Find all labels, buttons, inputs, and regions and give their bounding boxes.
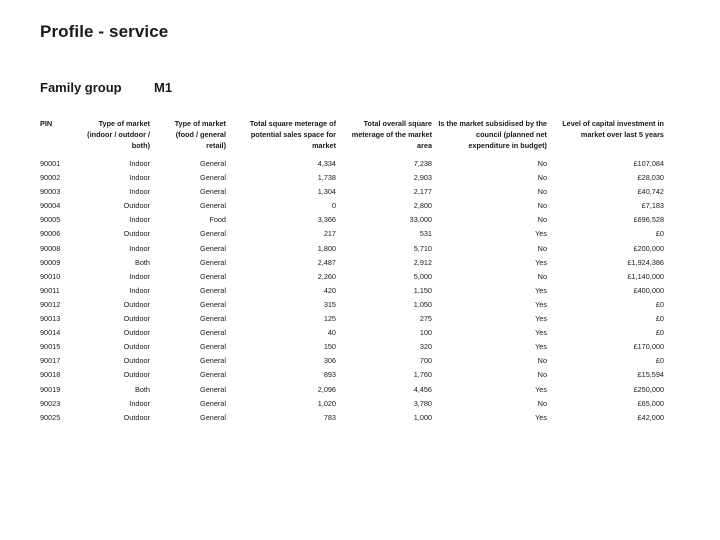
column-header-pin: PIN <box>40 119 53 128</box>
sales-space-cell: 1,800 <box>317 243 336 253</box>
table-row <box>38 256 668 270</box>
subsidised-cell: Yes <box>535 342 547 352</box>
overall-area-cell: 5,000 <box>413 271 432 281</box>
pin-cell: 90003 <box>40 187 61 197</box>
sales-space-cell: 217 <box>323 229 336 239</box>
capital-investment-cell: £42,000 <box>637 412 664 422</box>
overall-area-cell: 320 <box>419 342 432 352</box>
column-header-subsidised: Is the market subsidised by the council (planned net expenditure in budget) <box>438 119 547 150</box>
table-row <box>38 227 668 241</box>
sales-space-cell: 1,020 <box>317 398 336 408</box>
market-type-cell: General <box>200 412 226 422</box>
sales-space-cell: 0 <box>331 201 336 211</box>
overall-area-cell: 2,912 <box>413 257 432 267</box>
capital-investment-cell: £0 <box>655 314 664 324</box>
sales-space-cell: 2,487 <box>317 257 336 267</box>
subsidised-cell: No <box>537 201 547 211</box>
market-location-cell: Outdoor <box>123 201 150 211</box>
market-location-cell: Outdoor <box>123 370 150 380</box>
market-type-cell: General <box>200 299 226 309</box>
table-row <box>38 312 668 326</box>
market-location-cell: Outdoor <box>123 356 150 366</box>
subsidised-cell: No <box>537 356 547 366</box>
overall-area-cell: 275 <box>419 314 432 324</box>
sales-space-cell: 420 <box>323 285 336 295</box>
market-type-cell: General <box>200 229 226 239</box>
market-location-cell: Outdoor <box>123 299 150 309</box>
market-type-cell: General <box>200 384 226 394</box>
market-type-cell: General <box>200 342 226 352</box>
sales-space-cell: 1,304 <box>317 187 336 197</box>
market-location-cell: Outdoor <box>123 328 150 338</box>
capital-investment-cell: £400,000 <box>633 285 664 295</box>
market-type-cell: General <box>200 285 226 295</box>
subsidised-cell: No <box>537 173 547 183</box>
pin-cell: 90008 <box>40 243 61 253</box>
market-type-cell: General <box>200 243 226 253</box>
market-location-cell: Outdoor <box>123 342 150 352</box>
market-location-cell: Indoor <box>129 173 150 183</box>
table-row <box>38 340 668 354</box>
pin-cell: 90001 <box>40 159 61 168</box>
column-header-market-location: Type of market (indoor / outdoor / both) <box>87 119 150 150</box>
market-location-cell: Indoor <box>129 187 150 197</box>
market-location-cell: Both <box>134 257 150 267</box>
overall-area-cell: 33,000 <box>409 215 432 225</box>
subsidised-cell: Yes <box>535 384 547 394</box>
family-group-label: Family group <box>40 80 122 95</box>
table-row <box>38 199 668 213</box>
table-row <box>38 326 668 340</box>
market-type-cell: General <box>200 159 226 168</box>
subsidised-cell: No <box>537 370 547 380</box>
subsidised-cell: No <box>537 271 547 281</box>
table-row <box>38 411 668 425</box>
market-location-cell: Indoor <box>129 243 150 253</box>
subsidised-cell: No <box>537 215 547 225</box>
market-type-cell: General <box>200 328 226 338</box>
overall-area-cell: 531 <box>419 229 432 239</box>
market-location-cell: Indoor <box>129 271 150 281</box>
market-location-cell: Indoor <box>129 285 150 295</box>
market-location-cell: Both <box>134 384 150 394</box>
pin-cell: 90018 <box>40 370 61 380</box>
overall-area-cell: 2,903 <box>413 173 432 183</box>
overall-area-cell: 1,150 <box>413 285 432 295</box>
table-row <box>38 185 668 199</box>
subsidised-cell: Yes <box>535 299 547 309</box>
sales-space-cell: 4,334 <box>317 159 336 168</box>
market-location-cell: Outdoor <box>123 314 150 324</box>
table-row <box>38 368 668 382</box>
subsidised-cell: Yes <box>535 257 547 267</box>
overall-area-cell: 1,760 <box>413 370 432 380</box>
market-type-cell: General <box>200 314 226 324</box>
pin-cell: 90013 <box>40 314 61 324</box>
overall-area-cell: 2,800 <box>413 201 432 211</box>
page-title: Profile - service <box>40 22 169 41</box>
capital-investment-cell: £0 <box>655 328 664 338</box>
pin-cell: 90014 <box>40 328 61 338</box>
market-location-cell: Indoor <box>129 215 150 225</box>
overall-area-cell: 7,238 <box>413 159 432 168</box>
capital-investment-cell: £15,594 <box>637 370 664 380</box>
pin-cell: 90011 <box>40 285 60 295</box>
sales-space-cell: 3,366 <box>317 215 336 225</box>
overall-area-cell: 4,456 <box>413 384 432 394</box>
market-type-cell: General <box>200 398 226 408</box>
table-row <box>38 354 668 368</box>
capital-investment-cell: £65,000 <box>637 398 664 408</box>
overall-area-cell: 1,050 <box>413 299 432 309</box>
market-type-cell: General <box>200 257 226 267</box>
sales-space-cell: 2,096 <box>317 384 336 394</box>
table-header-row <box>38 118 668 157</box>
capital-investment-cell: £28,030 <box>637 173 664 183</box>
subsidised-cell: Yes <box>535 328 547 338</box>
sales-space-cell: 1,738 <box>317 173 336 183</box>
market-type-cell: General <box>200 173 226 183</box>
capital-investment-cell: £40,742 <box>637 187 664 197</box>
subsidised-cell: No <box>537 243 547 253</box>
sales-space-cell: 893 <box>323 370 336 380</box>
table-row <box>38 383 668 397</box>
column-header-market-type: Type of market (food / general retail) <box>174 119 226 150</box>
overall-area-cell: 700 <box>419 356 432 366</box>
family-group-code: M1 <box>154 80 173 95</box>
capital-investment-cell: £1,924,386 <box>627 257 664 267</box>
market-type-cell: General <box>200 201 226 211</box>
capital-investment-cell: £7,183 <box>641 201 664 211</box>
market-location-cell: Indoor <box>129 398 150 408</box>
overall-area-cell: 2,177 <box>413 187 432 197</box>
subsidised-cell: Yes <box>535 412 547 422</box>
overall-area-cell: 1,000 <box>413 412 432 422</box>
market-location-cell: Outdoor <box>123 229 150 239</box>
pin-cell: 90015 <box>40 342 61 352</box>
market-location-cell: Outdoor <box>123 412 150 422</box>
family-group <box>40 80 173 95</box>
market-type-cell: General <box>200 370 226 380</box>
capital-investment-cell: £200,000 <box>633 243 664 253</box>
pin-cell: 90004 <box>40 201 61 211</box>
pin-cell: 90025 <box>40 412 61 422</box>
pin-cell: 90010 <box>40 271 61 281</box>
pin-cell: 90009 <box>40 257 61 267</box>
subsidised-cell: No <box>537 187 547 197</box>
sales-space-cell: 125 <box>323 314 336 324</box>
pin-cell: 90005 <box>40 215 61 225</box>
sales-space-cell: 783 <box>323 412 336 422</box>
capital-investment-cell: £1,140,000 <box>627 271 664 281</box>
sales-space-cell: 2,260 <box>317 271 336 281</box>
pin-cell: 90017 <box>40 356 61 366</box>
market-type-cell: General <box>200 271 226 281</box>
column-header-capital-investment: Level of capital investment in market over last 5 years <box>562 119 664 139</box>
capital-investment-cell: £0 <box>655 356 664 366</box>
sales-space-cell: 40 <box>327 328 336 338</box>
pin-cell: 90023 <box>40 398 61 408</box>
pin-cell: 90006 <box>40 229 61 239</box>
table-row <box>38 284 668 298</box>
column-header-overall-area: Total overall square meterage of the market area <box>351 119 432 150</box>
table-row <box>38 171 668 185</box>
overall-area-cell: 5,710 <box>413 243 432 253</box>
profile-table <box>38 118 668 425</box>
subsidised-cell: No <box>537 159 547 168</box>
market-type-cell: General <box>200 356 226 366</box>
pin-cell: 90002 <box>40 173 61 183</box>
overall-area-cell: 3,780 <box>413 398 432 408</box>
market-type-cell: General <box>200 187 226 197</box>
subsidised-cell: Yes <box>535 229 547 239</box>
sales-space-cell: 315 <box>323 299 336 309</box>
subsidised-cell: Yes <box>535 314 547 324</box>
table-row <box>38 270 668 284</box>
capital-investment-cell: £250,000 <box>633 384 664 394</box>
subsidised-cell: No <box>537 398 547 408</box>
table-row <box>38 397 668 411</box>
capital-investment-cell: £0 <box>655 299 664 309</box>
pin-cell: 90012 <box>40 299 61 309</box>
sales-space-cell: 306 <box>323 356 336 366</box>
overall-area-cell: 100 <box>419 328 432 338</box>
table-row <box>38 157 668 171</box>
sales-space-cell: 150 <box>323 342 336 352</box>
market-type-cell: Food <box>209 215 226 225</box>
capital-investment-cell: £107,084 <box>633 159 664 168</box>
capital-investment-cell: £0 <box>655 229 664 239</box>
capital-investment-cell: £170,000 <box>633 342 664 352</box>
subsidised-cell: Yes <box>535 285 547 295</box>
column-header-sales-space: Total square meterage of potential sales space for market <box>249 119 336 150</box>
pin-cell: 90019 <box>40 384 61 394</box>
table-row <box>38 213 668 227</box>
capital-investment-cell: £696,528 <box>633 215 664 225</box>
table-row <box>38 242 668 256</box>
market-location-cell: Indoor <box>129 159 150 168</box>
table-row <box>38 298 668 312</box>
